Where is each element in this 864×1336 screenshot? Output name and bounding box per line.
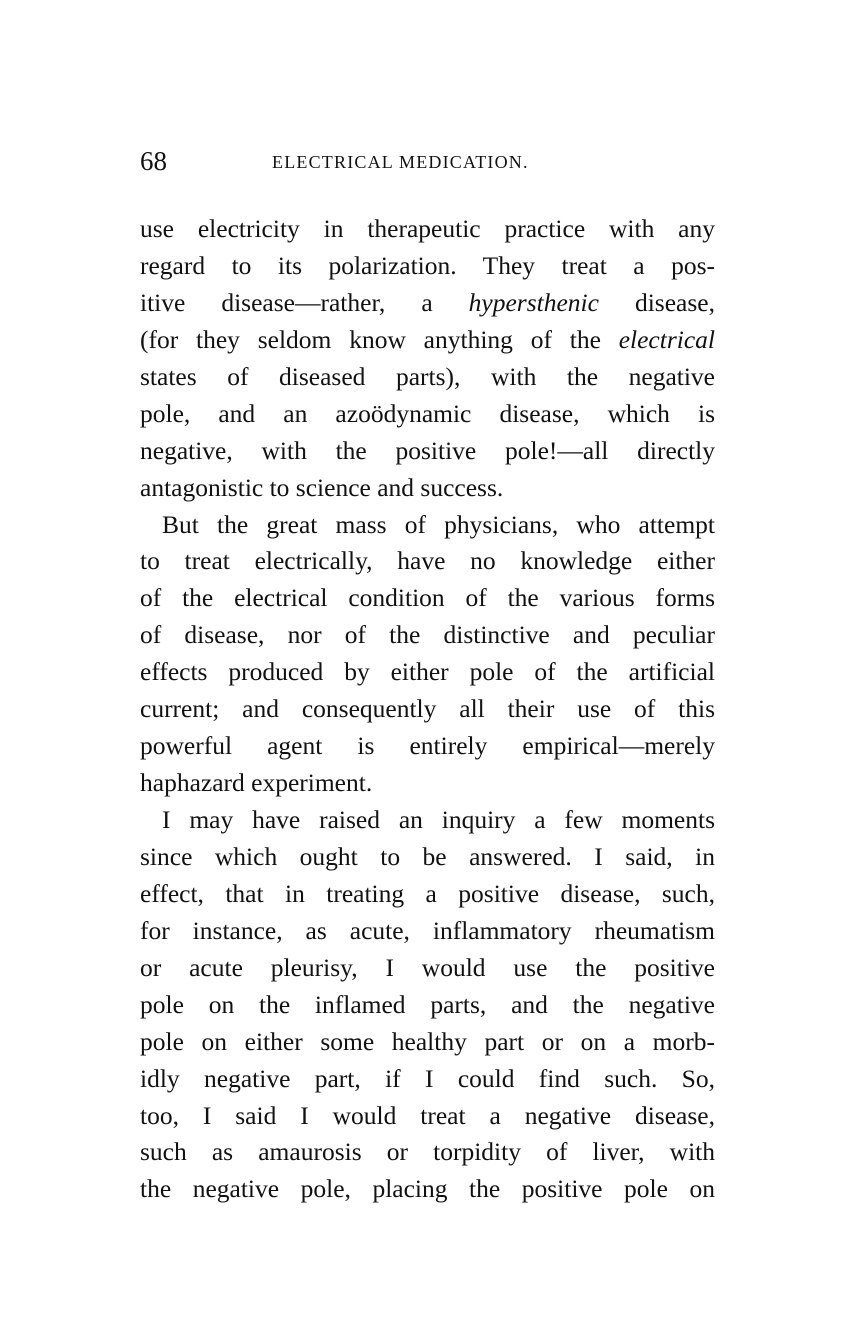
page-body-text: [140, 211, 715, 1208]
text-segment: of the electrical condition of the various forms: [140, 583, 715, 613]
text-line: [140, 1098, 715, 1135]
text-segment: idly negative part, if I could find such. So,: [140, 1063, 715, 1093]
text-line: [140, 359, 715, 396]
text-line-content: [140, 913, 715, 950]
text-line: [140, 543, 715, 580]
text-line-content: [140, 470, 715, 507]
text-line-content: [140, 580, 715, 617]
text-line: [140, 765, 715, 802]
text-line-content: [140, 543, 715, 580]
text-line-content: [162, 507, 715, 544]
text-line: [140, 507, 715, 544]
text-line-content: [140, 322, 715, 359]
text-line-content: [140, 1134, 715, 1171]
text-line: [140, 1061, 715, 1098]
text-line-content: [140, 728, 715, 765]
text-segment: I may have raised an inquiry a few moments: [162, 805, 715, 834]
text-segment: use electricity in therapeutic practice with any: [140, 214, 715, 243]
text-segment: haphazard experiment.: [140, 768, 373, 798]
text-line: [140, 876, 715, 913]
text-segment: regard to its polarization. They treat a pos-: [140, 250, 715, 280]
text-line: [140, 322, 715, 359]
text-line: [140, 839, 715, 876]
text-segment: of disease, nor of the distinctive and peculiar: [140, 620, 715, 650]
text-line-content: [140, 285, 715, 322]
text-line: [140, 396, 715, 433]
text-line-content: [140, 876, 715, 913]
italic-text: electrical: [618, 324, 715, 354]
page-number: 68: [140, 146, 167, 176]
text-line-content: [140, 1098, 715, 1135]
text-segment: pole, and an azoödynamic disease, which is: [140, 398, 715, 428]
text-line: [140, 728, 715, 765]
text-segment: current; and consequently all their use of this: [140, 694, 715, 724]
text-segment: the negative pole, placing the positive pole on: [140, 1174, 715, 1204]
text-line-content: [140, 248, 715, 285]
text-segment: effect, that in treating a positive disease, such,: [140, 878, 715, 908]
text-line-content: [162, 802, 715, 839]
text-line-content: [140, 433, 715, 470]
text-line-content: [140, 1024, 715, 1061]
text-segment: effects produced by either pole of the artificial: [140, 657, 715, 687]
text-line-content: [140, 359, 715, 396]
text-segment: such as amaurosis or torpidity of liver, with: [140, 1137, 715, 1167]
text-line: [140, 654, 715, 691]
text-line-content: [140, 765, 715, 802]
text-segment: to treat electrically, have no knowledge either: [140, 546, 715, 576]
text-segment: itive disease—rather, a: [140, 287, 469, 317]
text-segment: negative, with the positive pole!—all directly: [140, 435, 715, 465]
text-line-content: [140, 211, 715, 248]
text-line: [140, 1134, 715, 1171]
text-line: [140, 470, 715, 507]
text-line-content: [140, 987, 715, 1024]
text-segment: or acute pleurisy, I would use the positive: [140, 952, 715, 982]
text-line: [140, 1024, 715, 1061]
text-line-content: [140, 654, 715, 691]
text-line: [140, 285, 715, 322]
text-line: [140, 433, 715, 470]
text-line: [140, 580, 715, 617]
text-line: [140, 950, 715, 987]
text-line-content: [140, 950, 715, 987]
running-header: [140, 146, 715, 180]
text-segment: But the great mass of physicians, who attempt: [162, 509, 715, 539]
text-segment: antagonistic to science and success.: [140, 472, 504, 502]
text-line: [140, 617, 715, 654]
italic-text: hypersthenic: [468, 287, 599, 317]
text-segment: (for they seldom know anything of the: [140, 324, 619, 354]
text-line: [140, 913, 715, 950]
text-line-content: [140, 396, 715, 433]
text-line-content: [140, 839, 715, 876]
text-line: [140, 1171, 715, 1208]
text-line: [140, 248, 715, 285]
text-segment: pole on the inflamed parts, and the negative: [140, 989, 715, 1019]
text-segment: powerful agent is entirely empirical—merely: [140, 731, 715, 761]
text-segment: states of diseased parts), with the negative: [140, 361, 715, 391]
text-line: [140, 802, 715, 839]
text-segment: disease,: [598, 287, 715, 317]
text-line: [140, 691, 715, 728]
text-line-content: [140, 617, 715, 654]
text-segment: pole on either some healthy part or on a morb-: [140, 1026, 715, 1056]
running-title: ELECTRICAL MEDICATION.: [272, 152, 529, 172]
text-line: [140, 211, 715, 248]
text-segment: for instance, as acute, inflammatory rheumatism: [140, 915, 715, 945]
text-line-content: [140, 1171, 715, 1208]
text-line-content: [140, 691, 715, 728]
text-segment: since which ought to be answered. I said, in: [140, 841, 715, 871]
text-line-content: [140, 1061, 715, 1098]
text-segment: too, I said I would treat a negative disease,: [140, 1100, 715, 1130]
text-line: [140, 987, 715, 1024]
